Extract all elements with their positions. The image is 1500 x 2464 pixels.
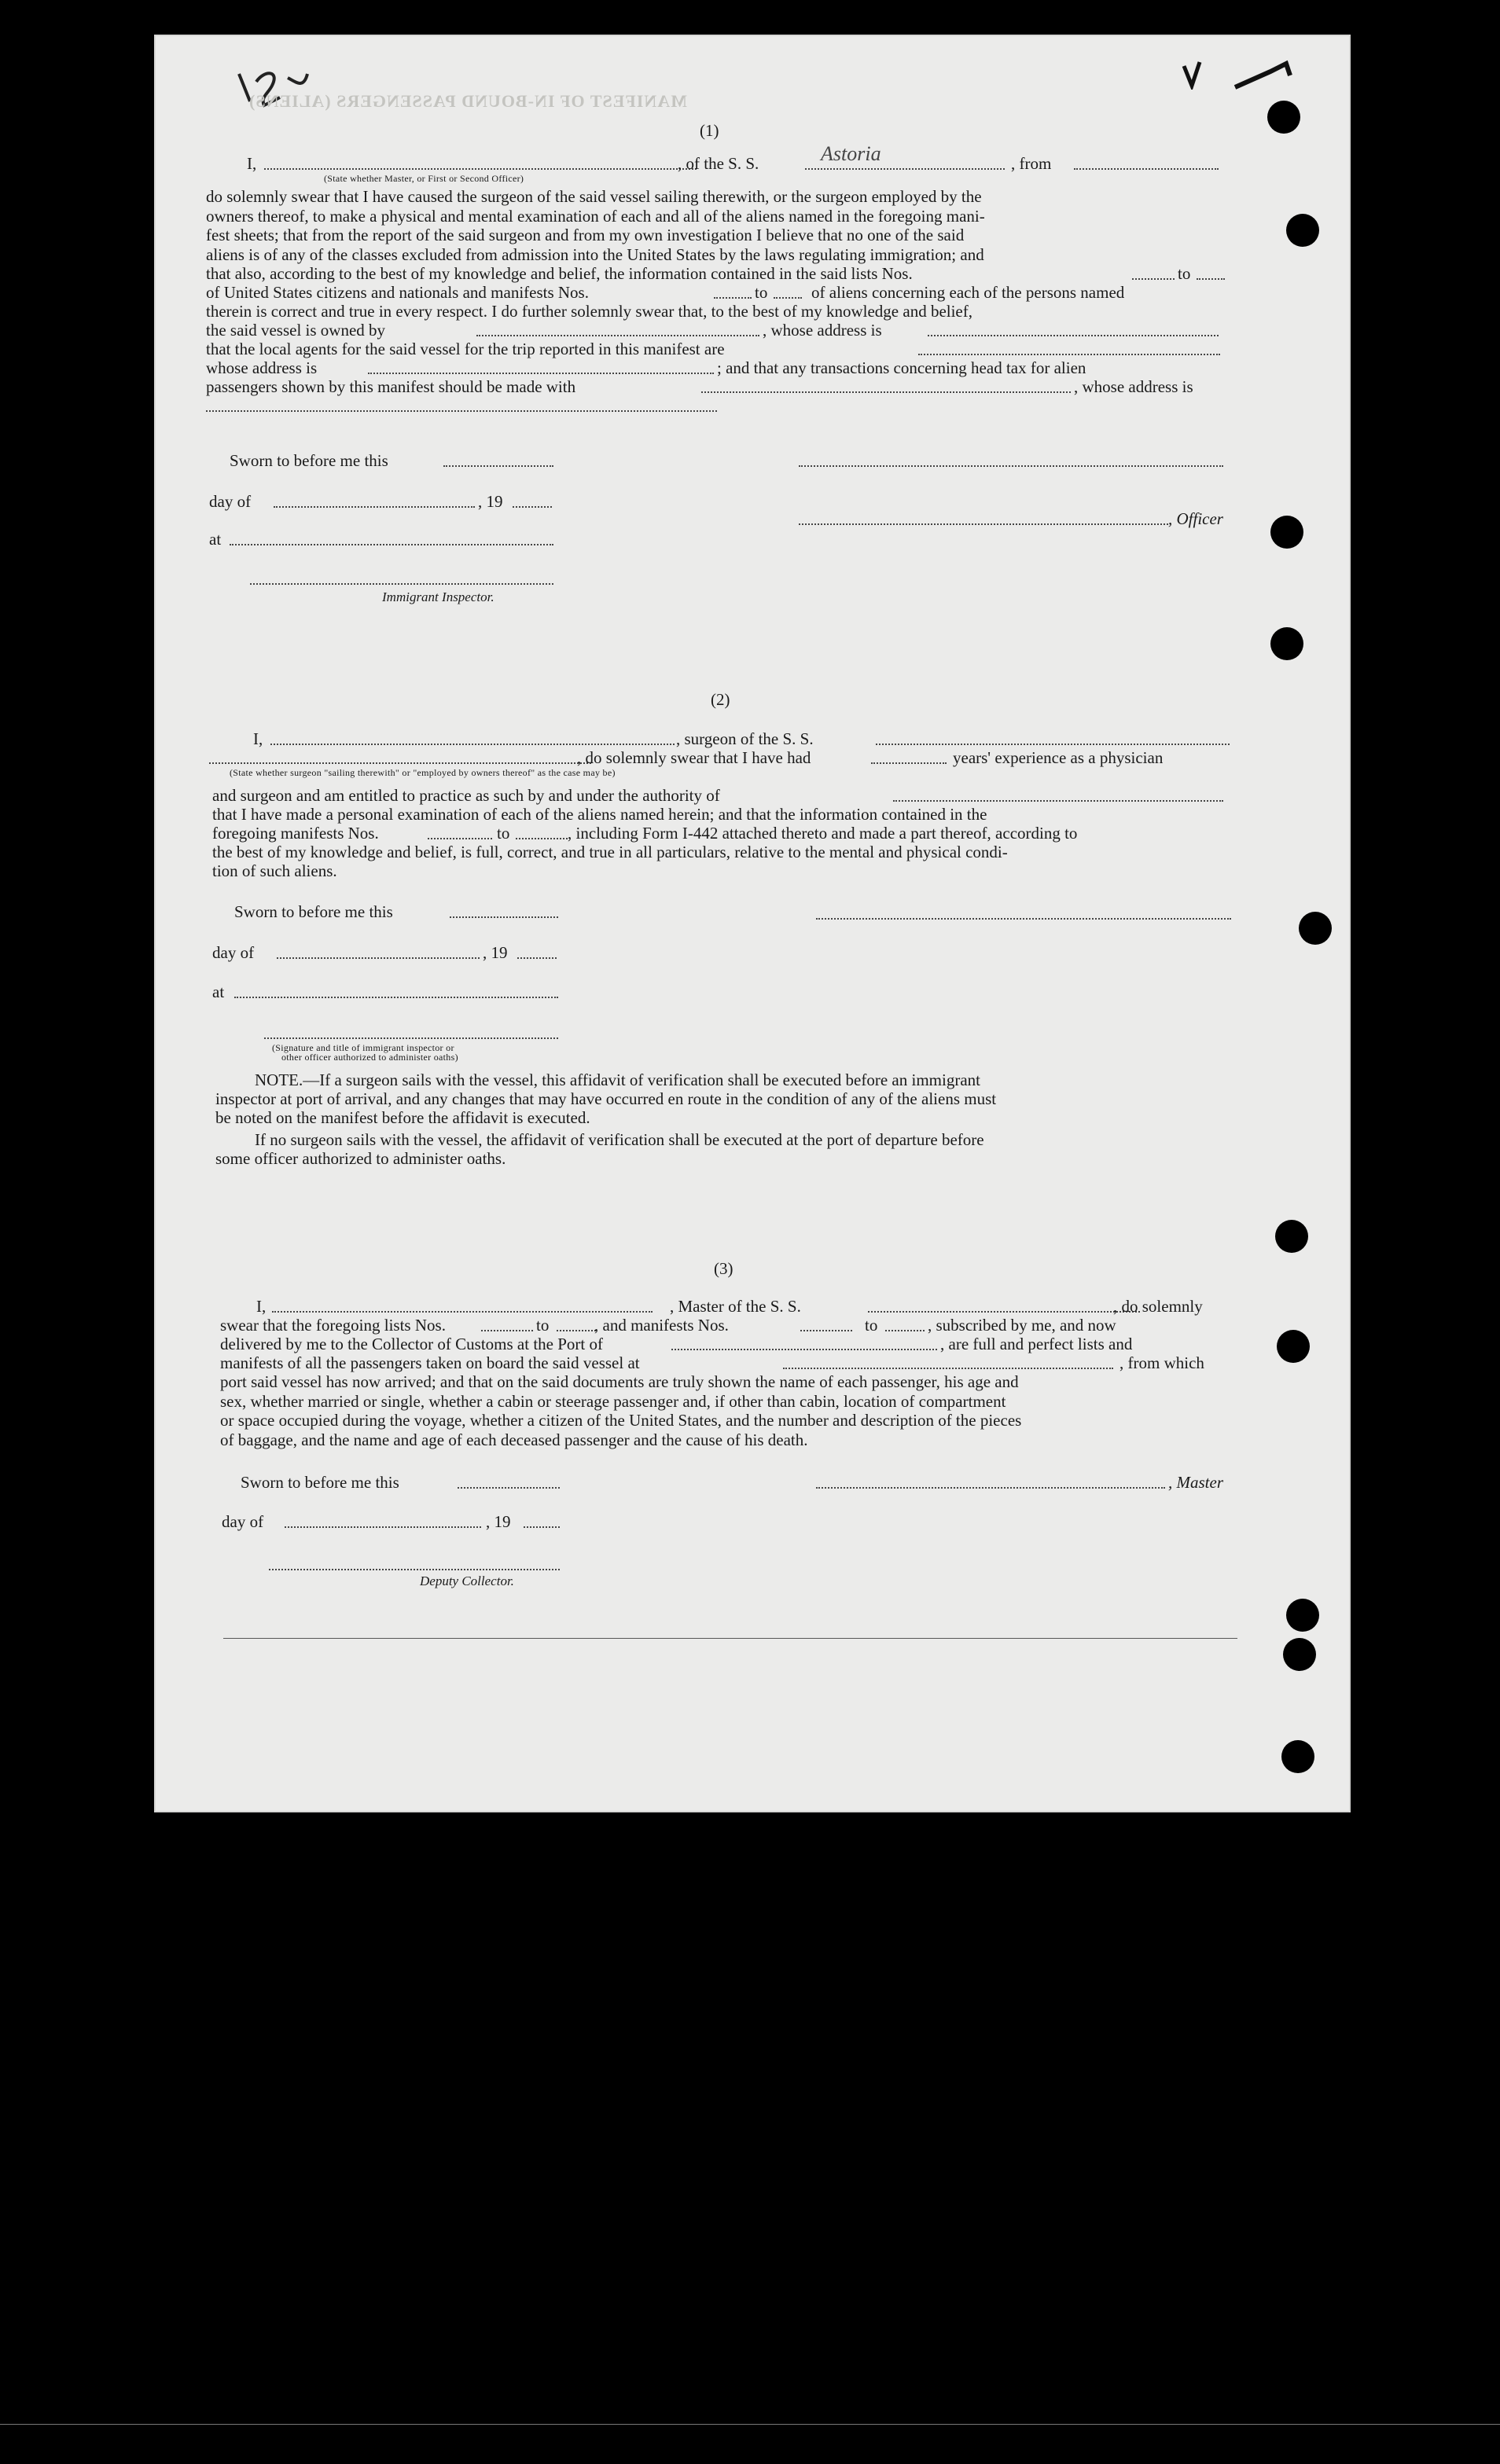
day-of-field (274, 506, 475, 508)
to-label: to (865, 1316, 878, 1335)
binder-hole (1281, 1740, 1314, 1773)
binder-hole (1286, 214, 1319, 247)
tick-mark-icon (1168, 58, 1215, 90)
mirrored-bleed-through-title: MANIFEST OF IN-BOUND PASSENGERS (ALIENS) (248, 91, 687, 111)
passengers-label: passengers shown by this manifest should be made with (206, 377, 576, 396)
lists-line: that also, according to the best of my knowledge and belief, the information contained in the said lists Nos. (206, 264, 913, 283)
ship-name-field (805, 168, 1005, 170)
oath-text-line: that I have made a personal examination of each of the aliens named herein; and that the information contained in the (212, 805, 987, 824)
section-number: (3) (714, 1259, 733, 1278)
signature-field (799, 465, 1223, 467)
day-of-field (277, 957, 480, 959)
frame-edge (0, 2424, 1500, 2425)
at-label: at (212, 982, 225, 1001)
note-line: be noted on the manifest before the affidavit is executed. (215, 1108, 590, 1127)
document-page (154, 35, 1351, 1812)
lists-field (1132, 278, 1175, 280)
manifests-field (714, 297, 752, 299)
day-of-label: day of (209, 492, 252, 511)
agents-field (918, 354, 1220, 355)
caption: (State whether Master, or First or Second Officer) (324, 173, 524, 184)
oath-text: do solemnly swear that I have caused the surgeon of the said vessel sailing therewith, or the surgeon employed by the owners thereof, to make a physical and mental examination of each and all of the aliens named in the foregoing mani- fest sheets; that from the report of the said surgeon and from my own investigation I believe that no one of the said aliens is of any of the classes excluded from admission into the United States by the laws regulating immigration; and (206, 187, 985, 264)
do-solemnly-label: , do solemnly swear that I have had (577, 748, 811, 767)
manifests-of-label: manifests of all the passengers taken on board the said vessel at (220, 1353, 640, 1372)
agents-address-label: whose address is (206, 358, 318, 377)
officer-label: , Officer (1168, 509, 1223, 528)
from-field (1074, 168, 1219, 170)
port-field (671, 1349, 937, 1350)
year-field (524, 1526, 560, 1528)
authority-label: and surgeon and am entitled to practice as such by and under the authority of (212, 786, 720, 805)
bottom-rule (223, 1638, 1237, 1639)
master-label: , Master (1168, 1473, 1223, 1492)
binder-hole (1275, 1220, 1308, 1253)
master-signature-field (816, 1487, 1165, 1489)
sworn-date-field (443, 465, 553, 467)
owner-field (476, 335, 759, 336)
years-field (871, 762, 947, 764)
lists-field (481, 1330, 533, 1331)
oath-lead: I, (253, 729, 263, 748)
from-label: , from (1011, 154, 1052, 173)
corner-mark-icon (1231, 60, 1294, 91)
surgeon-status-field (209, 762, 591, 764)
year-label: , 19 (478, 492, 503, 511)
collector-signature-field (269, 1569, 560, 1570)
whose-address-label: , whose address is (763, 321, 882, 340)
of-ss-label: , of the S. S. (678, 154, 759, 173)
oath-text-line: the best of my knowledge and belief, is full, correct, and true in all particulars, relative to the mental and physical condi- (212, 843, 1008, 861)
including-label: , including Form I-442 attached thereto and made a part thereof, according to (568, 824, 1078, 843)
year-field (517, 957, 557, 959)
inspector-signature-field (264, 1037, 558, 1039)
at-field (234, 997, 558, 998)
head-tax-agent-field (701, 391, 1071, 393)
manifests-line: of United States citizens and nationals and manifests Nos. (206, 283, 589, 302)
owned-by-label: the said vessel is owned by (206, 321, 386, 340)
day-of-label: day of (222, 1512, 264, 1531)
binder-hole (1286, 1599, 1319, 1632)
year-label: , 19 (486, 1512, 511, 1531)
sworn-date-field (458, 1487, 560, 1489)
inspector-label: Immigrant Inspector. (382, 589, 494, 604)
surgeon-name-field (270, 744, 675, 745)
oath-lead: I, (256, 1297, 267, 1316)
binder-hole (1283, 1638, 1316, 1671)
sworn-date-field (450, 916, 558, 918)
manifests-field (800, 1330, 852, 1331)
full-perfect-label: , are full and perfect lists and (940, 1335, 1133, 1353)
year-field (513, 506, 552, 508)
head-tax-address-field (206, 410, 717, 412)
binder-hole (1270, 627, 1303, 660)
surgeon-ship-field (876, 744, 1230, 745)
day-of-field (285, 1526, 481, 1528)
to-label: to (497, 824, 510, 843)
swear-label: swear that the foregoing lists Nos. (220, 1316, 446, 1335)
sworn-label: Sworn to before me this (230, 451, 388, 470)
section-number: (1) (700, 121, 719, 140)
to-label: to (536, 1316, 550, 1335)
surgeon-of-label: , surgeon of the S. S. (676, 729, 814, 748)
inspector-signature-field (250, 583, 553, 585)
to-label: to (755, 283, 768, 302)
agents-address-field (368, 373, 714, 374)
year-label: , 19 (483, 943, 508, 962)
manifests-to-field (774, 297, 802, 299)
signature-caption: other officer authorized to administer oaths) (281, 1052, 458, 1063)
signature-caption: (Signature and title of immigrant inspector or (272, 1042, 454, 1053)
master-of-label: , Master of the S. S. (670, 1297, 801, 1316)
note-line: some officer authorized to administer oaths. (215, 1149, 506, 1168)
note-line: inspector at port of arrival, and any changes that may have occurred en route in the condition of any of the aliens must (215, 1089, 997, 1108)
agents-label: that the local agents for the said vessel for the trip reported in this manifest are (206, 340, 725, 358)
ship-name-handwritten: Astoria (821, 142, 881, 165)
note-line: If no surgeon sails with the vessel, the affidavit of verification shall be executed at the port of departure before (255, 1130, 984, 1149)
years-label: years' experience as a physician (953, 748, 1164, 767)
at-label: at (209, 530, 222, 549)
section-number: (2) (711, 690, 730, 709)
binder-hole (1277, 1330, 1310, 1363)
foregoing-to-field (516, 838, 568, 839)
foregoing-label: foregoing manifests Nos. (212, 824, 379, 843)
note-label: NOTE. (255, 1070, 303, 1089)
officer-signature-field (799, 523, 1168, 525)
name-field (264, 168, 697, 170)
do-solemnly-label: , do solemnly (1113, 1297, 1203, 1316)
embark-port-field (783, 1368, 1113, 1369)
owner-address-field (928, 335, 1219, 336)
lists-to-field (557, 1330, 596, 1331)
head-tax-label: ; and that any transactions concerning head tax for alien (717, 358, 1086, 377)
master-name-field (272, 1311, 653, 1313)
delivered-label: delivered by me to the Collector of Customs at the Port of (220, 1335, 603, 1353)
binder-hole (1267, 101, 1300, 134)
manifests-to-field (885, 1330, 925, 1331)
lists-to-field (1197, 278, 1225, 280)
of-aliens-label: of aliens concerning each of the persons named (811, 283, 1125, 302)
oath-text-line: tion of such aliens. (212, 861, 337, 880)
note-line: NOTE.—If a surgeon sails with the vessel, this affidavit of verification shall be executed before an immigrant (255, 1070, 980, 1089)
master-ship-field (868, 1311, 1140, 1313)
from-which-label: , from which (1119, 1353, 1204, 1372)
binder-hole (1270, 516, 1303, 549)
oath-text: port said vessel has now arrived; and that on the said documents are truly shown the name of each passenger, his age and sex, whether married or single, whether a cabin or steerage passenger and, if other than cabin, location of compartment or space occupied during the voyage, whether a citizen of the United States, and the number and description of the pieces of baggage, and the name and age of each deceased passenger and the cause of his death. (220, 1372, 1022, 1449)
whose-address-label: , whose address is (1074, 377, 1193, 396)
deputy-label: Deputy Collector. (420, 1574, 514, 1588)
surgeon-signature-field (816, 918, 1231, 920)
caption: (State whether surgeon "sailing therewith" or "employed by owners thereof" as the case may be) (230, 767, 616, 778)
and-manifests-label: , and manifests Nos. (594, 1316, 729, 1335)
subscribed-label: , subscribed by me, and now (928, 1316, 1116, 1335)
binder-hole (1299, 912, 1332, 945)
at-field (230, 544, 553, 545)
sworn-label: Sworn to before me this (234, 902, 393, 921)
oath-text-line: therein is correct and true in every respect. I do further solemnly swear that, to the best of my knowledge and belief, (206, 302, 972, 321)
sworn-label: Sworn to before me this (241, 1473, 399, 1492)
oath-lead: I, (247, 154, 257, 173)
to-label: to (1178, 264, 1191, 283)
authority-field (893, 800, 1223, 802)
foregoing-field (428, 838, 492, 839)
day-of-label: day of (212, 943, 255, 962)
